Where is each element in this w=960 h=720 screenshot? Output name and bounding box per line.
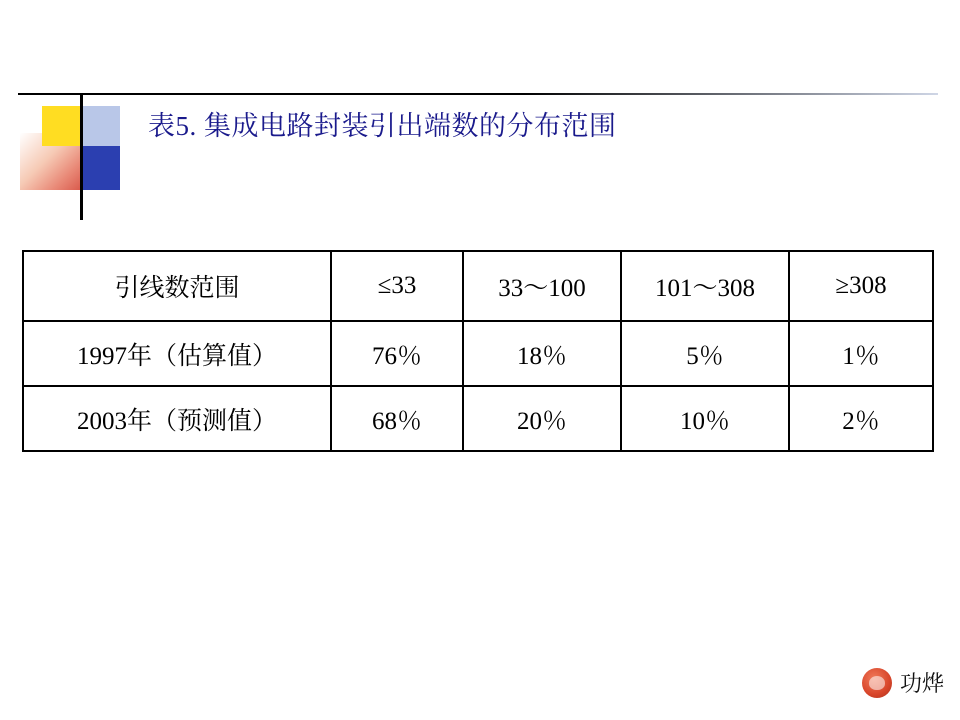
table-header-cell-2: 33～100 <box>463 251 621 321</box>
table-row-0-cell-1: 76％ <box>331 321 463 386</box>
table-row <box>23 386 933 451</box>
table-row-0-cell-2: 18％ <box>463 321 621 386</box>
table-row-1-cell-2: 20％ <box>463 386 621 451</box>
ornament-vertical-rule <box>80 95 83 220</box>
table-header-cell-1: ≤33 <box>331 251 463 321</box>
table-row-1-label: 2003年（预测值） <box>23 386 331 451</box>
watermark <box>862 667 944 698</box>
table-row-1-cell-1: 68％ <box>331 386 463 451</box>
ornament-dark-blue-square <box>82 146 120 190</box>
table-row-0-cell-3: 5％ <box>621 321 789 386</box>
table-row <box>23 321 933 386</box>
ornament-light-blue-square <box>82 106 120 146</box>
page-title: 表5. 集成电路封装引出端数的分布范围 <box>148 111 617 141</box>
lead-count-distribution-table <box>22 250 934 452</box>
table-row-0-label: 1997年（估算值） <box>23 321 331 386</box>
title-underline-rule <box>18 93 938 95</box>
table-header-cell-4: ≥308 <box>789 251 933 321</box>
table-header-cell-3: 101～308 <box>621 251 789 321</box>
ornament-yellow-square <box>42 106 82 146</box>
table-row-0-cell-4: 1％ <box>789 321 933 386</box>
table-header-cell-0: 引线数范围 <box>23 251 331 321</box>
wechat-account-logo-icon <box>862 668 892 698</box>
watermark-label: 功烨 <box>899 671 944 696</box>
table-header-row <box>23 251 933 321</box>
title-ornament <box>20 95 140 220</box>
table-row-1-cell-4: 2％ <box>789 386 933 451</box>
table-row-1-cell-3: 10％ <box>621 386 789 451</box>
data-table-container <box>22 250 922 452</box>
